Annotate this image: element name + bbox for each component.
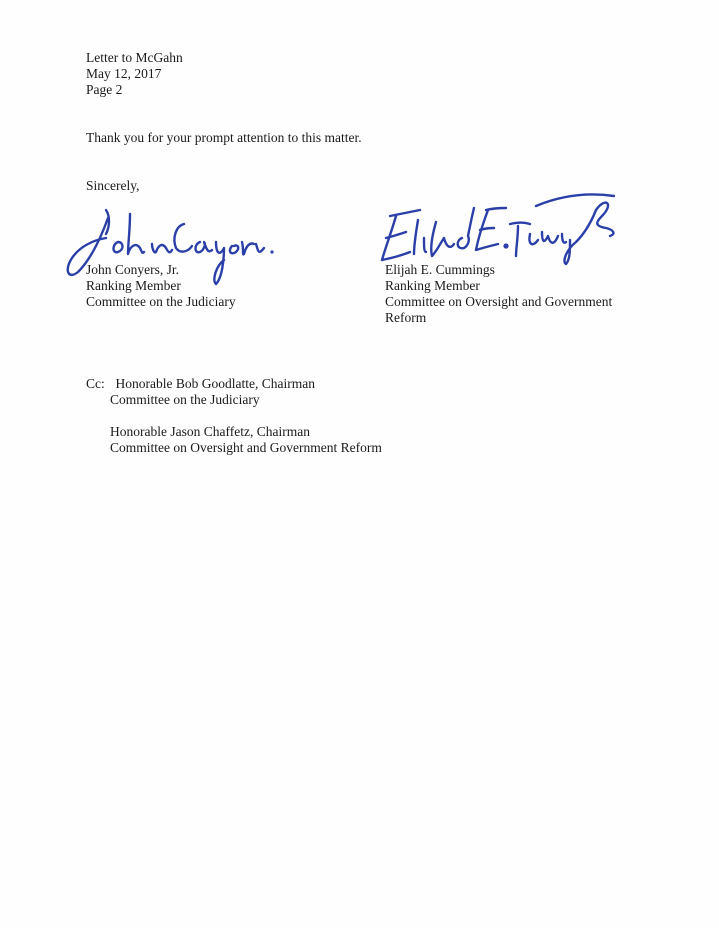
header-page-number: Page 2 (86, 82, 123, 97)
signer-block-conyers (86, 262, 236, 310)
signer-title: Ranking Member (385, 278, 480, 293)
cc-first-line (86, 376, 382, 392)
cc-recipient-name: Honorable Bob Goodlatte, Chairman (115, 376, 315, 391)
page-header (86, 50, 183, 98)
cc-prefix: Cc: (86, 376, 105, 391)
signer-name: Elijah E. Cummings (385, 262, 495, 277)
signer-block-cummings (385, 262, 612, 326)
cc-block (86, 376, 382, 456)
cc-recipient-name: Honorable Jason Chaffetz, Chairman (110, 424, 310, 439)
signer-name: John Conyers, Jr. (86, 262, 180, 277)
closing-sentence: Thank you for your prompt attention to this matter. (86, 130, 362, 145)
header-recipient: Letter to McGahn (86, 50, 183, 65)
cc-recipient-committee: Committee on the Judiciary (110, 392, 260, 407)
header-date: May 12, 2017 (86, 66, 162, 81)
signer-committee: Committee on the Judiciary (86, 294, 236, 309)
signer-committee: Committee on Oversight and Government (385, 294, 613, 309)
signer-title: Ranking Member (86, 278, 181, 293)
valediction: Sincerely, (86, 178, 140, 193)
signer-committee-continued: Reform (385, 310, 427, 325)
cc-recipient-committee: Committee on Oversight and Government Reform (110, 440, 382, 455)
cc-spacer (86, 408, 382, 424)
